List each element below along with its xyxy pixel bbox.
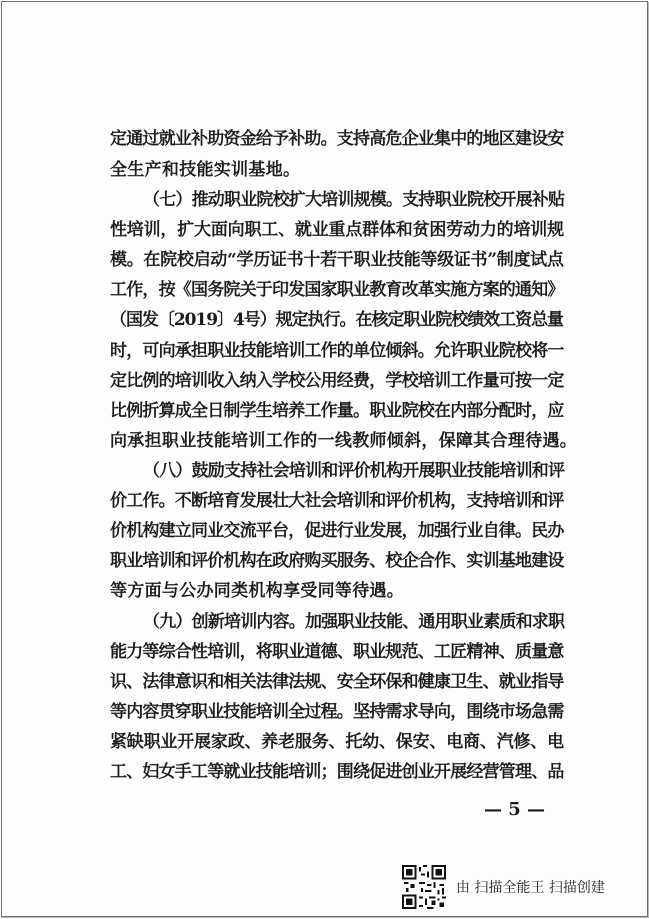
text-line: （九）创新培训内容。加强职业技能、通用职业素质和求职 — [143, 612, 565, 632]
watermark-text: 由 扫描全能王 扫描创建 — [456, 880, 605, 896]
text-line: 模。在院校启动“学历证书十若干职业技能等级证书”制度试点 — [110, 250, 564, 270]
text-line: 识、法律意识和相关法律法规、安全环保和健康卫生、就业指导 — [110, 672, 564, 692]
text-line: 等内容贯穿职业技能培训全过程。坚持需求导向，围绕市场急需 — [110, 702, 564, 722]
text-line: 价机构建立同业交流平台，促进行业发展，加强行业自律。民办 — [110, 521, 564, 541]
text-line: （八）鼓励支持社会培训和评价机构开展职业技能培训和评 — [143, 461, 565, 481]
text-line: （七）推动职业院校扩大培训规模。支持职业院校开展补贴 — [143, 190, 565, 210]
text-line: 全生产和技能实训基地。 — [110, 160, 301, 180]
text-line: 能力等综合性培训，将职业道德、职业规范、工匠精神、质量意 — [110, 642, 564, 662]
text-line: 定通过就业补助资金给予补助。支持高危企业集中的地区建设安 — [110, 129, 564, 149]
text-line: 时，可向承担职业技能培训工作的单位倾斜。允许职业院校将一 — [110, 341, 564, 361]
text-line: 职业培训和评价机构在政府购买服务、校企合作、实训基地建设 — [110, 551, 564, 571]
text-line: 性培训，扩大面向职工、就业重点群体和贫困劳动力的培训规 — [110, 220, 564, 240]
text-line: 定比例的培训收入纳入学校公用经费，学校培训工作量可按一定 — [110, 371, 564, 391]
text-line: （国发〔2019〕4号）规定执行。在核定职业院校绩效工资总量 — [110, 310, 563, 330]
text-line: 价工作。不断培育发展壮大社会培训和评价机构，支持培训和评 — [110, 491, 564, 511]
text-line: 向承担职业技能培训工作的一线教师倾斜，保障其合理待遇。 — [110, 431, 578, 451]
qr-code-icon — [402, 865, 446, 909]
text-line: 紧缺职业开展家政、养老服务、托幼、保安、电商、汽修、电 — [110, 732, 564, 752]
text-line: 比例折算成全日制学生培养工作量。职业院校在内部分配时，应 — [110, 401, 564, 421]
page-number: — 5 — — [484, 799, 546, 820]
document-page — [1, 1, 648, 917]
text-line: 工、妇女手工等就业技能培训；围绕促进创业开展经营管理、品 — [110, 762, 564, 782]
scanner-watermark — [402, 862, 605, 912]
text-line: 等方面与公办同类机构享受同等待遇。 — [110, 581, 405, 601]
text-line: 工作，按《国务院关于印发国家职业教育改革实施方案的通知》 — [110, 280, 564, 300]
